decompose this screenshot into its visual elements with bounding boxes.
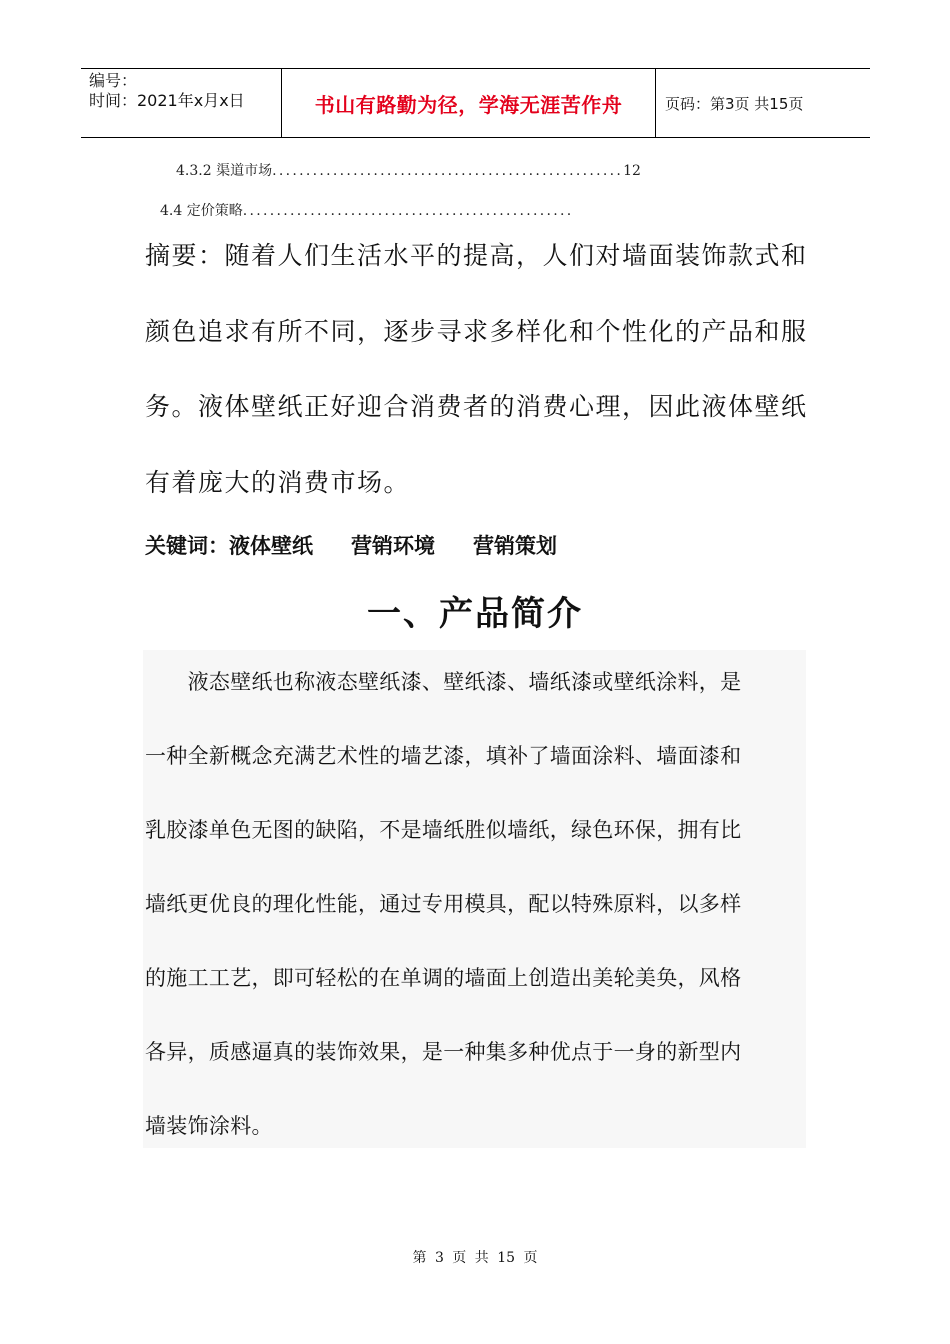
abstract-line: 有着庞大的消费市场。 <box>145 467 411 497</box>
header-motto-cell <box>281 69 656 137</box>
keyword-label: 关键词：液体壁纸 <box>145 534 313 558</box>
toc-entry-label: 4.4 定价策略 <box>160 203 243 219</box>
header-motto: 书山有路勤为径，学海无涯苦作舟 <box>314 92 623 117</box>
intro-line: 各异，质感逼真的装饰效果，是一种集多种优点于一身的新型内 <box>145 1040 742 1064</box>
product-intro-block <box>143 650 806 1148</box>
toc-entry <box>176 160 641 180</box>
header-meta-cell <box>81 69 281 137</box>
intro-line: 液态壁纸也称液态壁纸漆、壁纸漆、墙纸漆或壁纸涂料，是 <box>145 670 742 694</box>
header-page-cell <box>655 69 880 137</box>
header-page-label: 页码：第3页 共15页 <box>665 94 804 113</box>
page-footer: 第 3 页 共 15 页 <box>412 1250 538 1266</box>
intro-line: 乳胶漆单色无图的缺陷，不是墙纸胜似墙纸，绿色环保，拥有比 <box>145 818 742 842</box>
toc-entry-page: 12 <box>623 163 641 179</box>
section-title: 一、产品简介 <box>367 594 583 634</box>
keywords-line <box>145 530 557 560</box>
toc-leader-dots: .................................................... <box>272 163 624 179</box>
document-number-label: 编号： <box>89 71 138 90</box>
page-header-table <box>81 68 870 138</box>
abstract-line: 摘要：随着人们生活水平的提高，人们对墙面装饰款式和 <box>145 241 808 270</box>
abstract-line: 颜色追求有所不同，逐步寻求多样化和个性化的产品和服 <box>145 316 808 346</box>
abstract-paragraph <box>145 218 815 520</box>
intro-line: 墙纸更优良的理化性能，通过专用模具，配以特殊原料，以多样 <box>145 892 742 916</box>
document-time-label: 时间：2021年x月x日 <box>89 91 245 110</box>
abstract-line: 务。液体壁纸正好迎合消费者的消费心理，因此液体壁纸 <box>145 392 808 421</box>
keyword-item: 营销环境 <box>351 534 435 558</box>
intro-line: 的施工工艺，即可轻松的在单调的墙面上创造出美轮美奂，风格 <box>145 966 742 990</box>
keyword-item: 营销策划 <box>473 534 557 558</box>
toc-entry-label: 4.3.2 渠道市场 <box>176 163 273 179</box>
toc-entry <box>160 200 573 220</box>
intro-line: 一种全新概念充满艺术性的墙艺漆，填补了墙面涂料、墙面漆和 <box>145 744 742 768</box>
intro-line: 墙装饰涂料。 <box>145 1114 273 1138</box>
toc-leader-dots: ................................................. <box>242 203 574 219</box>
